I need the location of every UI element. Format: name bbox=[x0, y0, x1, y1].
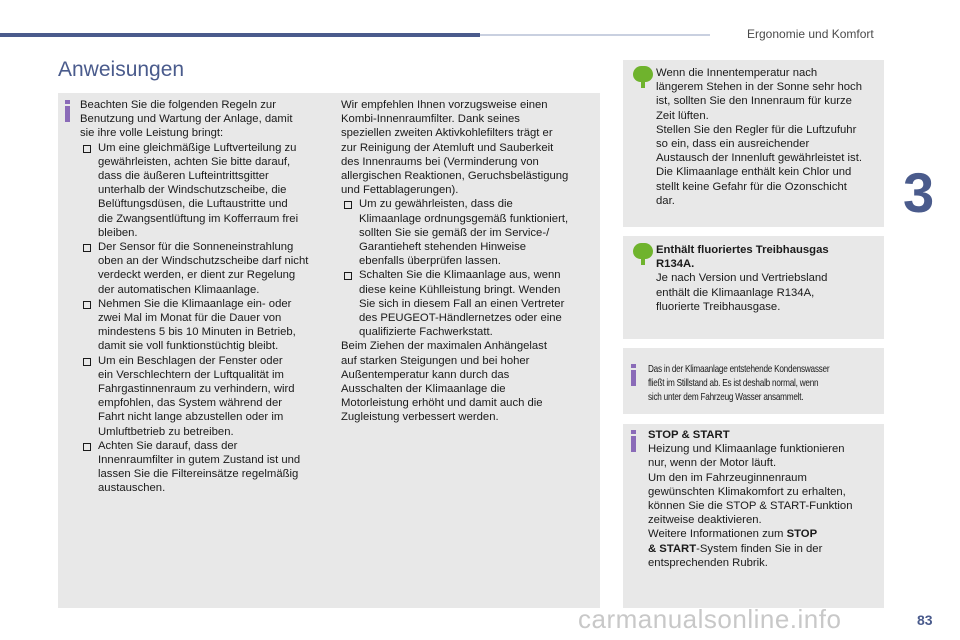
bullet-item: Um zu gewährleisten, dass die bbox=[341, 197, 568, 211]
page-title: Anweisungen bbox=[58, 58, 185, 81]
text-line: mindestens 5 bis 10 Minuten in Betrieb, bbox=[98, 326, 296, 339]
text-line: sie ihre volle Leistung bringt: bbox=[80, 127, 224, 140]
page-number: 83 bbox=[917, 612, 933, 628]
bullet-item: Um eine gleichmäßige Luftverteilung zu bbox=[80, 141, 308, 155]
text-line: stellt keine Gefahr für die Ozonschicht bbox=[656, 180, 847, 193]
text-line: Austausch der Innenluft gewährleistet ist. bbox=[656, 152, 862, 165]
text-line: gewünschten Klimakomfort zu erhalten, bbox=[648, 485, 846, 498]
stop-start-last-line: entsprechenden Rubrik. bbox=[648, 556, 768, 569]
text-line: Ausschalten der Klimaanlage die bbox=[341, 383, 506, 396]
text-line: Außentemperatur kann durch das bbox=[341, 368, 510, 381]
text-line: des PEUGEOT-Händlernetzes oder eine bbox=[359, 312, 562, 325]
text-line: sich unter dem Fahrzeug Wasser ansammelt. bbox=[648, 391, 804, 403]
text-line: Die Klimaanlage enthält kein Chlor und bbox=[656, 166, 852, 179]
instructions-column-2 bbox=[341, 98, 568, 425]
text-line: R134A. bbox=[656, 258, 695, 271]
text-line: Beachten Sie die folgenden Regeln zur bbox=[80, 99, 276, 111]
text-line: der automatischen Klimaanlage. bbox=[98, 283, 260, 296]
text-line: empfohlen, das System während der bbox=[98, 397, 282, 410]
text-line: Beim Ziehen der maximalen Anhängelast bbox=[341, 340, 547, 353]
text-line: austauschen. bbox=[98, 482, 166, 495]
stop-start-after: -System finden Sie in der bbox=[696, 542, 823, 555]
text-line: die Zwangsentlüftung im Kofferraum frei bbox=[98, 212, 299, 225]
text-line: gewährleisten, achten Sie bitte darauf, bbox=[98, 155, 291, 168]
condensation-note-text bbox=[648, 362, 829, 404]
section-title: Ergonomie und Komfort bbox=[747, 27, 874, 41]
text-line: Enthält fluoriertes Treibhausgas bbox=[656, 244, 829, 256]
info-icon bbox=[630, 364, 638, 386]
text-line: oben an der Windschutzscheibe darf nicht bbox=[98, 255, 309, 268]
text-line: Heizung und Klimaanlage funktionieren bbox=[648, 443, 845, 456]
text-line: Benutzung und Wartung der Anlage, damit bbox=[80, 113, 293, 126]
stop-start-note-text: STOP & START Heizung und Klimaanlage funktionieren nur, wenn der Motor läuft. Um den im Fahrzeuginnenraum gewünschten Klimakomfort zu erhalten, können Sie die STOP & START-Funktion zeitweise deaktivieren. Weitere Informationen zum STOP & START-System finden Sie in der entsprechenden Rubrik. bbox=[648, 429, 853, 569]
text-line: Zugleistung verbessert werden. bbox=[341, 411, 499, 424]
bullet-item: Nehmen Sie die Klimaanlage ein- oder bbox=[80, 297, 308, 311]
text-line: Je nach Version und Vertriebsland bbox=[656, 272, 828, 285]
text-line: sollten Sie sie gemäß der im Service-/ bbox=[359, 226, 550, 239]
bullet-item: Achten Sie darauf, dass der bbox=[80, 439, 308, 453]
info-icon bbox=[630, 430, 638, 452]
text-line: zwei Mal im Monat für die Dauer von bbox=[98, 312, 282, 325]
text-line: qualifizierte Fachwerkstatt. bbox=[359, 326, 493, 339]
text-line: unterhalb der Windschutzscheibe, die bbox=[98, 184, 287, 197]
text-line: Klimaanlage ordnungsgemäß funktioniert, bbox=[359, 212, 569, 225]
watermark: carmanualsonline.info bbox=[578, 604, 842, 634]
text-line: Belüftungsdüsen, die Luftaustritte und bbox=[98, 198, 288, 211]
text-line: zur Reinigung der Atemluft und Sauberkeit bbox=[341, 141, 554, 154]
text-line: Sie sich in diesem Fall an einen Vertreter bbox=[359, 297, 565, 310]
text-line: Fahrgastinnenraum zu verhindern, wird bbox=[98, 383, 295, 396]
text-line: diese keine Kühlleistung bringt. Wenden bbox=[359, 283, 561, 296]
bullet-item: Der Sensor für die Sonneneinstrahlung bbox=[80, 240, 308, 254]
text-line: können Sie die STOP & START-Funktion bbox=[648, 500, 853, 513]
chapter-number: 3 bbox=[903, 161, 935, 224]
start-term: & START bbox=[648, 542, 697, 555]
text-line: dass die äußeren Lufteintrittsgitter bbox=[98, 170, 269, 183]
text-line: Wir empfehlen Ihnen vorzugsweise einen bbox=[341, 99, 548, 111]
refrigerant-note-text bbox=[656, 243, 829, 314]
instructions-column-1 bbox=[80, 98, 308, 496]
text-line: auf starken Steigungen und bei hoher bbox=[341, 354, 530, 367]
text-line: Wenn die Innentemperatur nach bbox=[656, 67, 818, 79]
text-line: so ein, dass ein ausreichender bbox=[656, 138, 810, 151]
header-rule bbox=[0, 33, 480, 37]
text-line: allergischen Reaktionen, Geruchsbelästigung bbox=[341, 170, 569, 183]
text-line: damit sie voll funktionstüchtig bleibt. bbox=[98, 340, 279, 353]
text-line: Umluftbetrieb zu betreiben. bbox=[98, 425, 234, 438]
text-line: und Fettablagerungen). bbox=[341, 184, 459, 197]
text-line: Stellen Sie den Regler für die Luftzufuhr bbox=[656, 123, 857, 136]
text-line: enthält die Klimaanlage R134A, bbox=[656, 286, 815, 299]
bullet-item: Um ein Beschlagen der Fenster oder bbox=[80, 354, 308, 368]
bullet-item: Schalten Sie die Klimaanlage aus, wenn bbox=[341, 268, 568, 282]
text-line: Das in der Klimaanlage entstehende Kondenswasser bbox=[648, 363, 830, 375]
header-rule-light bbox=[480, 34, 710, 36]
text-line: ein Verschlechtern der Luftqualität im bbox=[98, 368, 284, 381]
eco-leaf-icon bbox=[632, 243, 654, 265]
text-line: lassen Sie die Filtereinsätze regelmäßig bbox=[98, 468, 299, 481]
text-line: nur, wenn der Motor läuft. bbox=[648, 457, 777, 470]
text-line: speziellen zweiten Aktivkohlefilters trägt er bbox=[341, 127, 553, 140]
text-line: fließt im Stillstand ab. Es ist deshalb normal, wenn bbox=[648, 377, 819, 389]
text-line: des Innenraums bei (Verminderung von bbox=[341, 155, 539, 168]
ventilation-note-text bbox=[656, 66, 862, 208]
text-line: Zeit lüften. bbox=[656, 109, 709, 122]
text-line: bleiben. bbox=[98, 226, 138, 239]
text-line: Motorleistung erhöht und damit auch die bbox=[341, 397, 543, 410]
text-line: ist, sollten Sie den Innenraum für kurze bbox=[656, 95, 852, 108]
eco-leaf-icon bbox=[632, 66, 654, 88]
text-line: verdeckt werden, er dient zur Regelung bbox=[98, 269, 296, 282]
text-line: Garantieheft stehenden Hinweise bbox=[359, 241, 527, 254]
text-line: Innenraumfilter in gutem Zustand ist und bbox=[98, 454, 301, 467]
text-line: ebenfalls überprüfen lassen. bbox=[359, 255, 501, 268]
text-line: längerem Stehen in der Sonne sehr hoch bbox=[656, 81, 862, 94]
text-line: fluorierte Treibhausgase. bbox=[656, 300, 781, 313]
text-line: zeitweise deaktivieren. bbox=[648, 514, 762, 527]
text-line: Um den im Fahrzeuginnenraum bbox=[648, 471, 807, 484]
stop-start-heading: STOP & START bbox=[648, 429, 730, 441]
text-line: Kombi-Innenraumfilter. Dank seines bbox=[341, 113, 520, 126]
text-line: dar. bbox=[656, 194, 675, 207]
info-icon bbox=[64, 100, 72, 122]
stop-term: STOP bbox=[786, 528, 818, 541]
text-line: Fahrt nicht lange abzustellen oder im bbox=[98, 411, 284, 424]
